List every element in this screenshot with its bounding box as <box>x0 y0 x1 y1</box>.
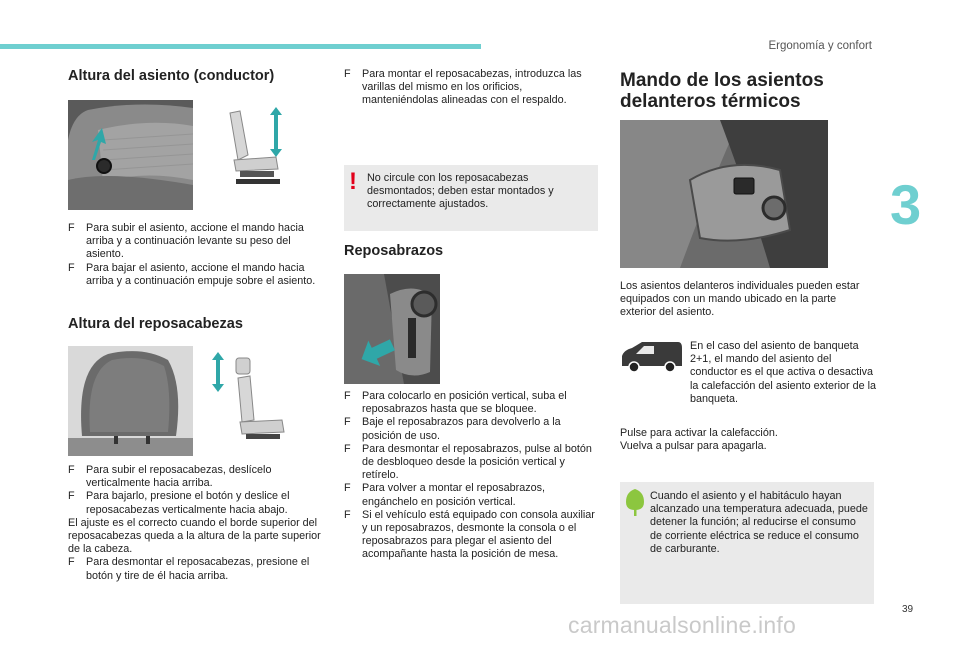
bullet-text: Para colocarlo en posición vertical, suba el reposabrazos hasta que se bloquee. <box>362 390 567 416</box>
bench-seat-note: En el caso del asiento de banqueta 2+1, el mando del asiento del conductor es el que activa o desactiva la calefacción del asiento exterior de la banqueta. <box>690 340 877 405</box>
seat-height-diagram <box>218 105 298 205</box>
bullet-text: Para bajar el asiento, accione el mando hacia arriba y a continuación empuje sobre el asiento. <box>86 261 316 287</box>
heated-seat-control-photo <box>620 120 828 268</box>
page-number: 39 <box>902 604 914 615</box>
bullet-mark: F <box>68 222 75 234</box>
bullet-mark: F <box>344 508 351 521</box>
seat-height-instructions <box>68 222 320 288</box>
bullet-mark: F <box>344 442 351 455</box>
bullet-text: Para desmontar el reposacabezas, presione el botón y tire de él hacia arriba. <box>86 556 310 582</box>
van-icon <box>620 340 684 374</box>
bullet-mark: F <box>68 490 75 503</box>
bullet-text: Para subir el reposacabezas, deslícelo verticalmente hacia arriba. <box>86 464 272 490</box>
bullet-text: Para montar el reposacabezas, introduzca las varillas del mismo en los orificios, manteniéndolas alineadas con el respaldo. <box>362 68 582 107</box>
deactivate-line: Vuelva a pulsar para apagarla. <box>620 440 767 453</box>
headrest-instructions <box>68 464 323 583</box>
headrest-photo <box>68 346 193 456</box>
heated-activation-text <box>620 427 875 453</box>
warning-icon: ! <box>349 168 357 195</box>
armrest-photo <box>344 274 440 384</box>
activate-line: Pulse para activar la calefacción. <box>620 427 778 439</box>
seat-cushion-photo <box>68 100 193 210</box>
eco-leaf-icon <box>624 488 646 516</box>
bullet-mark: F <box>68 556 75 569</box>
bullet-mark: F <box>344 416 351 429</box>
bullet-text: Para desmontar el reposabrazos, pulse al botón de desbloqueo desde la posición vertical y retírelo. <box>362 442 592 482</box>
bullet-text: Si el vehículo está equipado con consola auxiliar y un reposabrazos, desmonte la consola o el reposabrazos para plegar el asiento del acompañante hasta la posición de mesa. <box>362 508 595 561</box>
headrest-paragraph: El ajuste es el correcto cuando el borde superior del reposacabezas queda a la altura de la parte superior de la cabeza. <box>68 516 321 556</box>
bullet-mark: F <box>68 261 75 274</box>
seat-height-title: Altura del asiento (conductor) <box>68 68 275 84</box>
eco-tip-text: Cuando el asiento y el habitáculo hayan alcanzado una temperatura adecuada, puede detener la función; al reducirse el consumo de corriente eléctrica se reduce el consumo de carburante. <box>650 490 868 555</box>
bullet-mark: F <box>68 464 75 476</box>
chapter-number: 3 <box>890 173 922 236</box>
bullet-text: Para subir el asiento, accione el mando hacia arriba y a continuación levante su peso del asiento. <box>86 222 304 261</box>
bullet-text: Baje el reposabrazos para devolverlo a la posición de uso. <box>362 416 561 442</box>
bullet-text: Para bajarlo, presione el botón y deslice el reposacabezas verticalmente hacia abajo. <box>86 490 290 516</box>
heated-title-line2: delanteros térmicos <box>620 91 801 112</box>
running-head: Ergonomía y confort <box>768 40 872 52</box>
headrest-title: Altura del reposacabezas <box>68 316 243 332</box>
armrest-instructions <box>344 390 599 562</box>
bullet-mark: F <box>344 482 351 495</box>
armrest-title: Reposabrazos <box>344 243 444 259</box>
bullet-mark: F <box>344 390 351 402</box>
heated-seats-title <box>620 70 880 112</box>
headrest-diagram <box>202 350 292 450</box>
header-accent-bar <box>0 44 481 49</box>
heated-title-line1: Mando de los asientos <box>620 70 824 91</box>
watermark: carmanualsonline.info <box>568 612 796 638</box>
heated-intro: Los asientos delanteros individuales pueden estar equipados con un mando ubicado en la parte exterior del asiento. <box>620 280 860 319</box>
bullet-mark: F <box>344 68 351 80</box>
bullet-text: Para volver a montar el reposabrazos, engánchelo en posición vertical. <box>362 482 546 508</box>
headrest-mount-instructions <box>344 68 596 108</box>
warning-text: No circule con los reposacabezas desmontados; deben estar montados y correctamente ajustados. <box>367 172 554 211</box>
